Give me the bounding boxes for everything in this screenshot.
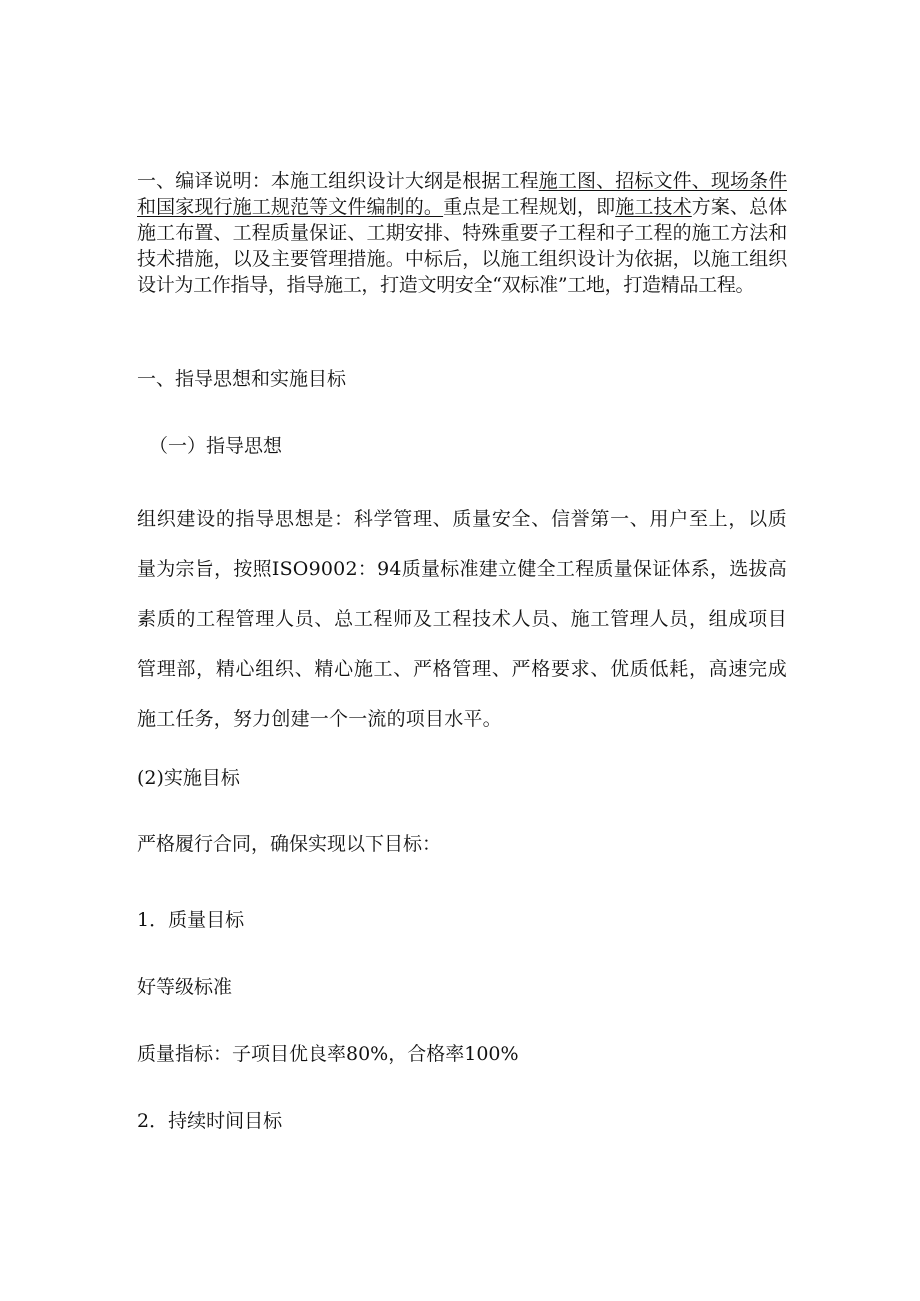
section-heading: 一、指导思想和实施目标 (137, 368, 347, 390)
intro-text-3: 方案、总体施工布置、工程质量保证、工期安排、特殊重要子工程和子工程的施工方法和技术措施，以及主要管理措施。中标后，以施工组织设计为依据，以施工组织设计为工作指导，指导施工，打造文明安全“双标准”工地，打造精品工程。 (137, 196, 787, 296)
subsection-heading-targets: (2)实施目标 (137, 767, 240, 789)
intro-text-1: 一、编译说明：本施工组织设计大纲是根据工程 (137, 170, 539, 192)
guiding-paragraph: 组织建设的指导思想是：科学管理、质量安全、信誉第一、用户至上，以质量为宗旨，按照ISO9002：94质量标准建立健全工程质量保证体系，选拔高素质的工程管理人员、总工程师及工程技术人员、施工管理人员，组成项目管理部，精心组织、精心施工、严格管理、严格要求、优质低耗，高速完成施工任务，努力创建一个一流的项目水平。 (137, 508, 787, 730)
intro-paragraph (137, 168, 787, 298)
intro-underlined-technique: 施工技术 (615, 196, 692, 218)
intro-underlined-sources: 施工图、招标文件、现场条件和国家现行施工规范等文件编制的。 (137, 170, 787, 218)
intro-text-2: 重点是工程规划，即 (443, 196, 616, 218)
quality-indicator: 质量指标：子项目优良率80%，合格率100% (137, 1043, 519, 1065)
target-quality-text: 好等级标准 (137, 976, 233, 998)
subsection-heading-guiding: （一）指导思想 (149, 435, 283, 457)
target-duration-heading: 2．持续时间目标 (137, 1110, 283, 1132)
contract-line: 严格履行合同，确保实现以下目标： (137, 833, 442, 855)
target-quality-heading: 1．质量目标 (137, 909, 245, 931)
